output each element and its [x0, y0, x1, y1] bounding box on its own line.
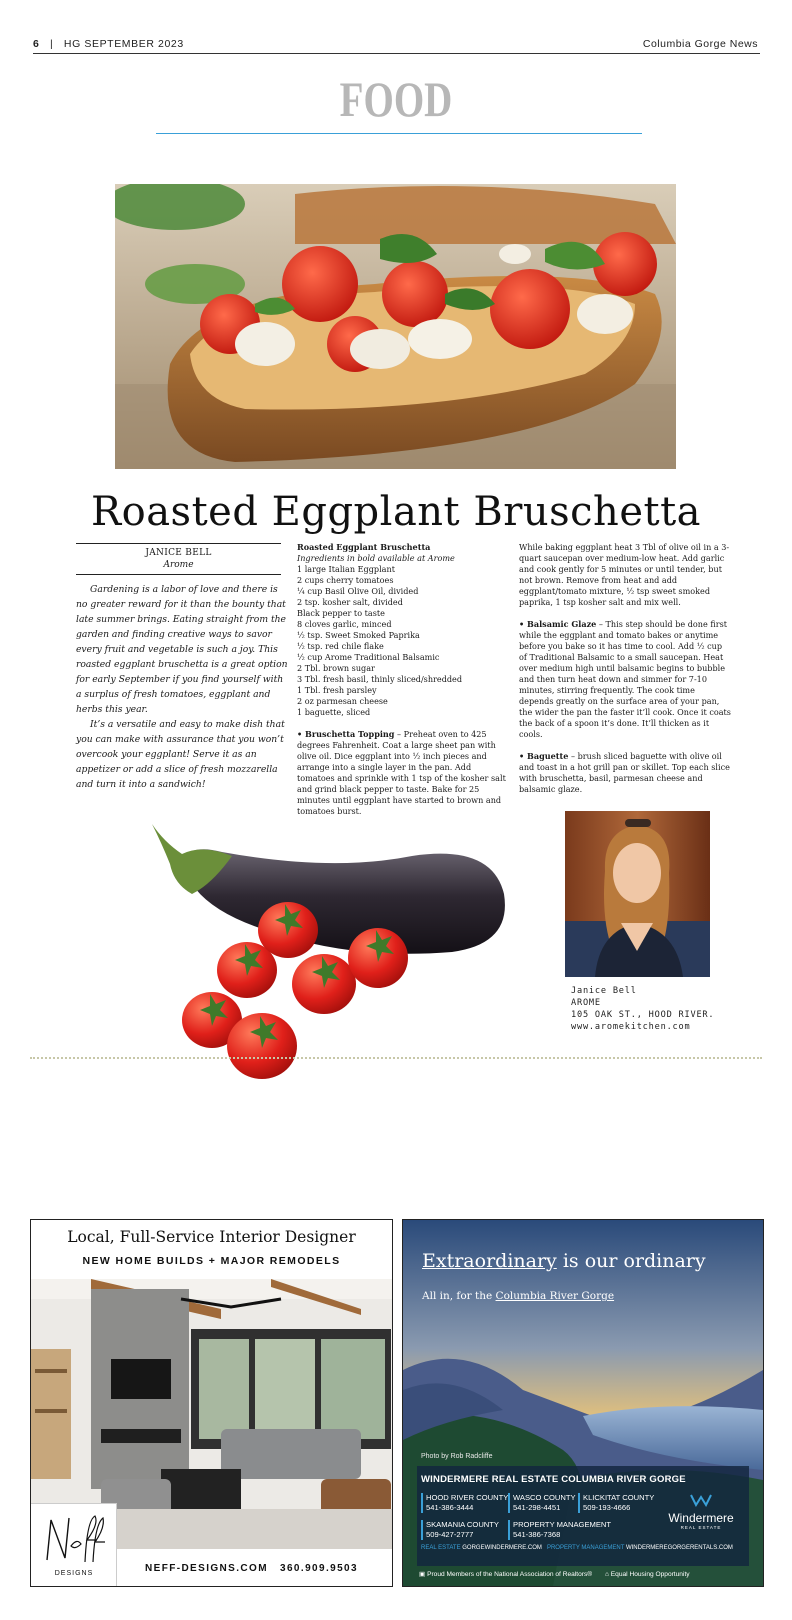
ingredient-item: 1 large Italian Eggplant	[297, 564, 395, 574]
ad-subtitle: NEW HOME BUILDS + MAJOR REMODELS	[82, 1255, 341, 1267]
office-phone: 509-427-2777	[426, 1530, 474, 1539]
ingredient-item: 8 cloves garlic, minced	[297, 619, 392, 629]
byline-rule-bottom	[76, 574, 281, 575]
ad-phone-number[interactable]: 360.909.9503	[280, 1563, 358, 1574]
ingredient-item: ¼ cup Basil Olive Oil, divided	[297, 586, 419, 596]
footer-equal-housing: Equal Housing Opportunity	[610, 1571, 690, 1578]
chef-portrait-photo	[565, 811, 710, 977]
realtor-icon: ▣	[419, 1571, 426, 1578]
issue-date: HG SEPTEMBER 2023	[63, 38, 184, 50]
office-name: WASCO COUNTY	[513, 1493, 576, 1502]
link-label-real-estate: REAL ESTATE	[421, 1545, 461, 1551]
recipe-title: Roasted Eggplant Bruschetta	[297, 542, 431, 552]
ad-subheadline	[422, 1290, 614, 1302]
ingredient-item: Black pepper to taste	[297, 608, 385, 618]
page-folio	[33, 38, 184, 50]
ingredient-item: ½ cup Arome Traditional Balsamic	[297, 652, 440, 662]
ingredient-item: ½ tsp. red chile flake	[297, 641, 384, 651]
section-divider	[156, 133, 642, 134]
office-name: KLICKITAT COUNTY	[583, 1493, 655, 1502]
windermere-ad[interactable]	[402, 1219, 764, 1587]
chef-website: www.aromekitchen.com	[571, 1022, 691, 1032]
ad-footer	[419, 1570, 749, 1578]
office-skamania[interactable]	[421, 1520, 499, 1540]
ad-title: Local, Full-Service Interior Designer	[67, 1228, 356, 1246]
ingredient-item: 2 oz parmesan cheese	[297, 696, 388, 706]
folio-separator: |	[50, 38, 54, 50]
office-phone: 541-386-7368	[513, 1530, 561, 1539]
logo-name: Windermere	[668, 1511, 734, 1525]
office-property-management[interactable]	[508, 1520, 611, 1540]
step-bruschetta-topping	[297, 729, 507, 817]
neff-designs-ad[interactable]	[30, 1219, 393, 1587]
logo-sub: REAL ESTATE	[680, 1525, 722, 1530]
office-wasco[interactable]	[508, 1493, 576, 1513]
subheadline-prefix: All in, for the	[422, 1290, 496, 1302]
recipe-note: Ingredients in bold available at Arome	[297, 553, 455, 563]
chef-business: AROME	[571, 998, 601, 1008]
photo-credit: Photo by Rob Radcliffe	[421, 1453, 493, 1460]
office-name: HOOD RIVER COUNTY	[426, 1493, 509, 1502]
step-label: • Baguette	[519, 751, 569, 761]
article-headline: Roasted Eggplant Bruschetta	[91, 489, 701, 535]
article-intro	[76, 582, 288, 792]
intro-paragraph: Gardening is a labor of love and there is no greater reward for it than the bounty that late summer brings. Eating straight from the garden and finding creative ways to savor every fruit and vegetable is such a joy. This roasted eggplant bruschetta is a great option for early September if you find yourself with a surplus of fresh tomatoes, eggplant and herbs this year.	[76, 584, 288, 715]
chef-name: Janice Bell	[571, 986, 637, 996]
headline-rest: is our ordinary	[556, 1250, 706, 1272]
ingredient-item: 2 cups cherry tomatoes	[297, 575, 394, 585]
step-label: • Bruschetta Topping	[297, 729, 395, 739]
step-text: – This step should be done first while the eggplant and tomato bakes or anytime before you bake so it has time to cool. Add ½ cup of Traditional Balsamic to a small saucepan. Heat over medium high until balsamic begins to bubble and then turn heat down and simmer for 7-10 minutes, stirring frequently. The cook time depends greatly on the surface area of your pan, the wider the pan the faster it’ll cook. Once it coats the back of a spoon it’s done. It’ll thicken as it cools.	[519, 619, 731, 739]
office-name: SKAMANIA COUNTY	[426, 1520, 499, 1529]
neff-signature-logo	[41, 1510, 107, 1568]
office-phone: 541-386-3444	[426, 1503, 474, 1512]
windermere-logo	[665, 1492, 737, 1530]
link-real-estate[interactable]: GORGEWINDERMERE.COM	[462, 1545, 542, 1551]
chef-address: 105 OAK ST., HOOD RIVER.	[571, 1010, 715, 1020]
author-organization: Arome	[163, 560, 194, 570]
byline-rule-top	[76, 543, 281, 544]
ingredient-item: 2 tsp. kosher salt, divided	[297, 597, 403, 607]
headline-emphasis: Extraordinary	[422, 1250, 557, 1272]
ad-headline	[422, 1250, 706, 1272]
logo-designs-text: DESIGNS	[54, 1570, 94, 1577]
subheadline-link: Columbia River Gorge	[495, 1290, 615, 1302]
windermere-w-icon	[689, 1493, 713, 1507]
office-klickitat[interactable]	[578, 1493, 654, 1513]
ad-website-link[interactable]: NEFF-DESIGNS.COM	[145, 1563, 268, 1574]
author-name: JANICE BELL	[145, 548, 212, 558]
header-divider	[33, 53, 760, 54]
recipe-ingredients-column	[297, 542, 507, 817]
section-title: FOOD	[339, 71, 453, 127]
step-baguette	[519, 751, 731, 795]
step-text: – brush sliced baguette with olive oil and toast in a hot grill pan or skillet. Top each slice with bruschetta, basil, parmesan cheese and balsamic glaze.	[519, 751, 730, 794]
step-baking: While baking eggplant heat 3 Tbl of olive oil in a 3-quart saucepan over medium-low heat. Add garlic and cook gently for 5 minutes or until tender, but not brown. Remove from heat and add eggplant/tomato mixture, ½ tsp sweet smoked paprika, 1 tsp kosher salt and mix well.	[519, 542, 730, 607]
footer-realtors: Proud Members of the National Association of Realtors®	[427, 1571, 593, 1578]
office-hood-river[interactable]	[421, 1493, 508, 1513]
intro-paragraph: It’s a versatile and easy to make dish that you can make with assurance that you won’t overcook your eggplant! Serve it as an appetizer or add a slice of fresh mozzarella and turn it into a sandwich!	[76, 719, 285, 790]
dotted-divider	[30, 1057, 762, 1059]
step-balsamic-glaze	[519, 619, 731, 740]
step-text: – Preheat oven to 425 degrees Fahrenheit. Coat a large sheet pan with olive oil. Dice eggplant into ½ inch pieces and arrange into a single layer in the pan. Add tomatoes and sprinkle with 1 tsp of the kosher salt and grind black pepper to taste. Bake for 25 minutes until eggplant have started to brown and tomatoes burst.	[297, 729, 506, 816]
contact-panel-title: WINDERMERE REAL ESTATE COLUMBIA RIVER GORGE	[421, 1474, 686, 1485]
ingredient-item: 1 Tbl. fresh parsley	[297, 685, 377, 695]
page-number: 6	[33, 38, 40, 50]
equal-housing-icon: ⌂	[604, 1571, 609, 1578]
ingredient-item: 2 Tbl. brown sugar	[297, 663, 375, 673]
link-label-property: PROPERTY MANAGEMENT	[546, 1545, 625, 1551]
office-phone: 541-298-4451	[513, 1503, 561, 1512]
ad-website-links	[421, 1545, 733, 1551]
neff-logo	[31, 1503, 117, 1587]
recipe-steps-column	[519, 542, 731, 795]
link-property[interactable]: WINDERMEREGORGERENTALS.COM	[625, 1545, 733, 1551]
bruschetta-photo	[115, 184, 676, 469]
ingredient-item: 1 baguette, sliced	[297, 707, 371, 717]
office-name: PROPERTY MANAGEMENT	[513, 1520, 612, 1529]
step-label: • Balsamic Glaze	[519, 619, 597, 629]
ingredient-item: ½ tsp. Sweet Smoked Paprika	[297, 630, 420, 640]
office-phone: 509-193-4666	[583, 1503, 631, 1512]
eggplant-tomatoes-illustration	[152, 824, 527, 1086]
chef-caption	[571, 985, 714, 1033]
ingredient-item: 3 Tbl. fresh basil, thinly sliced/shredded	[297, 674, 463, 684]
publication-name: Columbia Gorge News	[642, 38, 758, 50]
